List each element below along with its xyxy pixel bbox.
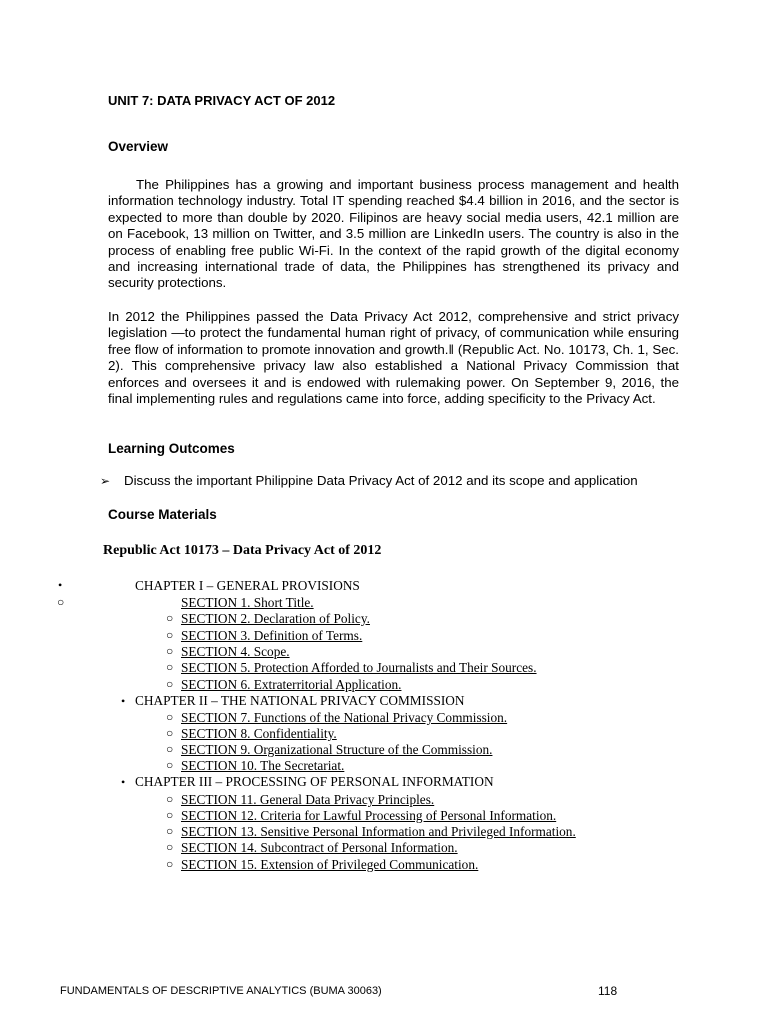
circle-bullet-icon: ○ [166, 808, 174, 822]
overview-paragraph-2: In 2012 the Philippines passed the Data Privacy Act 2012, comprehensive and strict privacy legislation ―to protect the fundamental human right of privacy, of communication while ensuring free flow of information to promote innovation and growth.‖ (Republic Act. No. 10173, Ch. 1, Sec. 2). This comprehensive privacy law also established a National Privacy Commission that enforces and oversees it and is endowed with rulemaking power. On September 9, 2016, the final implementing rules and regulations came into force, adding specificity to the Privacy Act. [108, 309, 679, 407]
toc-link-section-1[interactable]: SECTION 1. Short Title. [181, 595, 314, 610]
toc-link-section-15[interactable]: SECTION 15. Extension of Privileged Communication. [181, 857, 479, 872]
circle-bullet-icon: ○ [166, 660, 174, 674]
toc-link-section-3[interactable]: SECTION 3. Definition of Terms. [181, 628, 363, 643]
overview-heading: Overview [108, 139, 169, 154]
toc-link-section-12[interactable]: SECTION 12. Criteria for Lawful Processing of Personal Information. [181, 808, 557, 823]
circle-bullet-icon: ○ [166, 792, 174, 806]
learning-outcomes-heading: Learning Outcomes [108, 441, 235, 456]
course-materials-heading: Course Materials [108, 507, 217, 522]
unit-title: UNIT 7: DATA PRIVACY ACT OF 2012 [108, 93, 336, 108]
toc-link-section-14[interactable]: SECTION 14. Subcontract of Personal Information. [181, 840, 458, 855]
circle-bullet-icon: ○ [166, 840, 174, 854]
toc-link-section-8[interactable]: SECTION 8. Confidentiality. [181, 726, 337, 741]
learning-outcome-item [100, 473, 638, 488]
toc-link-section-11[interactable]: SECTION 11. General Data Privacy Principles. [181, 792, 435, 807]
circle-bullet-icon: ○ [166, 742, 174, 756]
act-title: Republic Act 10173 – Data Privacy Act of 2012 [103, 543, 382, 558]
toc-link-section-2[interactable]: SECTION 2. Declaration of Policy. [181, 611, 370, 626]
circle-bullet-icon: ○ [166, 677, 174, 691]
toc-link-section-10[interactable]: SECTION 10. The Secretariat. [181, 758, 345, 773]
circle-bullet-icon: ○ [166, 824, 174, 838]
chapter-3-title: CHAPTER III – PROCESSING OF PERSONAL INFORMATION [135, 774, 494, 789]
bullet-icon: • [121, 694, 126, 708]
circle-bullet-icon: ○ [166, 857, 174, 871]
circle-bullet-icon: ○ [166, 628, 174, 642]
toc-link-section-4[interactable]: SECTION 4. Scope. [181, 644, 290, 659]
circle-bullet-icon: ○ [166, 726, 174, 740]
overview-paragraph-1: The Philippines has a growing and important business process management and health information technology industry. Total IT spending reached $4.4 billion in 2016, and the sector is expected to more than double by 2020. Filipinos are heavy social media users, 42.1 million are on Facebook, 13 million on Twitter, and 3.5 million are LinkedIn users. The country is also in the process of enabling free public Wi-Fi. In the context of the rapid growth of the digital economy and increasing international trade of data, the Philippines has strengthened its privacy and security protections. [108, 177, 679, 291]
arrow-bullet-icon: ➢ [100, 473, 111, 488]
chapter-1-title: CHAPTER I – GENERAL PROVISIONS [135, 578, 360, 593]
toc-link-section-6[interactable]: SECTION 6. Extraterritorial Application. [181, 677, 402, 692]
circle-bullet-icon: ○ [57, 595, 65, 609]
toc-link-section-7[interactable]: SECTION 7. Functions of the National Privacy Commission. [181, 710, 508, 725]
toc-link-section-5[interactable]: SECTION 5. Protection Afforded to Journalists and Their Sources. [181, 660, 537, 675]
bullet-icon: • [58, 578, 63, 592]
footer-course-name: FUNDAMENTALS OF DESCRIPTIVE ANALYTICS (BUMA 30063) [60, 985, 382, 997]
toc-link-section-9[interactable]: SECTION 9. Organizational Structure of the Commission. [181, 742, 493, 757]
circle-bullet-icon: ○ [166, 644, 174, 658]
circle-bullet-icon: ○ [166, 758, 174, 772]
circle-bullet-icon: ○ [166, 710, 174, 724]
page-number: 118 [598, 984, 618, 998]
bullet-icon: • [121, 775, 126, 789]
toc-link-section-13[interactable]: SECTION 13. Sensitive Personal Information and Privileged Information. [181, 824, 576, 839]
learning-outcome-text: Discuss the important Philippine Data Privacy Act of 2012 and its scope and application [124, 473, 638, 488]
chapter-2-title: CHAPTER II – THE NATIONAL PRIVACY COMMISSION [135, 693, 465, 708]
circle-bullet-icon: ○ [166, 611, 174, 625]
